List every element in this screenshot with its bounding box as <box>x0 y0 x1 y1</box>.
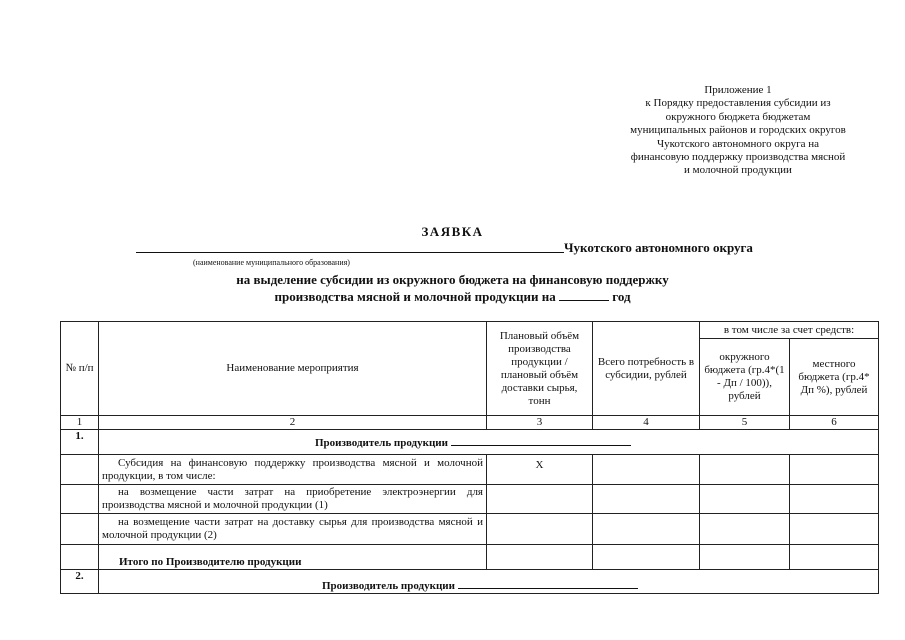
header-including: в том числе за счет средств: <box>700 322 879 339</box>
producer-name-blank <box>451 435 631 446</box>
col-number: 3 <box>487 416 593 430</box>
row-local <box>790 514 879 545</box>
purpose-line-2 <box>0 288 905 305</box>
col-number: 4 <box>593 416 700 430</box>
appendix-line: Чукотского автономного округа на <box>657 137 819 150</box>
total-local <box>790 545 879 570</box>
total-plan <box>487 545 593 570</box>
table-row <box>61 455 879 485</box>
header-district-budget: окружного бюджета (гр.4*(1 - Дп / 100)), рублей <box>700 339 790 416</box>
row-plan <box>487 485 593 514</box>
header-total: Всего потребность в субсидии, рублей <box>593 322 700 416</box>
appendix-line: окружного бюджета бюджетам <box>665 110 811 123</box>
row-total <box>593 514 700 545</box>
producer-heading <box>99 570 879 594</box>
row-total <box>593 485 700 514</box>
appendix-line: к Порядку предоставления субсидии из <box>645 97 831 110</box>
municipality-blank-line <box>136 252 564 253</box>
row-num-cell <box>61 514 99 545</box>
section-row <box>61 430 879 455</box>
section-number: 1. <box>61 430 99 455</box>
purpose-line-2-suffix: год <box>612 289 631 304</box>
row-plan: Х <box>487 455 593 485</box>
document-title: ЗАЯВКА <box>421 224 484 239</box>
row-local <box>790 455 879 485</box>
header-num: № п/п <box>61 322 99 416</box>
appendix-line: и молочной продукции <box>684 164 792 177</box>
producer-heading <box>99 430 879 455</box>
col-number: 5 <box>700 416 790 430</box>
appendix-line: Приложение 1 <box>704 84 772 96</box>
row-num-cell <box>61 455 99 485</box>
column-number-row <box>61 416 879 430</box>
total-label: Итого по Производителю продукции <box>99 545 487 570</box>
producer-name-blank <box>458 578 638 589</box>
municipality-caption: (наименование муниципального образования) <box>193 258 350 267</box>
appendix-line: финансовую поддержку производства мясной <box>630 151 846 164</box>
producer-label: Производитель продукции <box>315 436 448 449</box>
section-number: 2. <box>61 570 99 594</box>
row-name: на возмещение части затрат на доставку сырья для производства мясной и молочной продукции (2) <box>99 514 487 545</box>
section-row <box>61 570 879 594</box>
header-plan: Плановый объём производства продукции / плановый объём доставки сырья, тонн <box>487 322 593 416</box>
region-name: Чукотского автономного округа <box>564 240 753 255</box>
table-row <box>61 514 879 545</box>
year-blank <box>559 288 609 301</box>
row-local <box>790 485 879 514</box>
col-number: 2 <box>99 416 487 430</box>
col-number: 1 <box>61 416 99 430</box>
purpose-text <box>0 271 905 305</box>
purpose-line-1: на выделение субсидии из окружного бюджета на финансовую поддержку <box>236 272 669 287</box>
subsidy-table <box>60 321 879 594</box>
col-number: 6 <box>790 416 879 430</box>
row-plan <box>487 514 593 545</box>
total-district <box>700 545 790 570</box>
appendix-line: муниципальных районов и городских округов <box>630 124 846 137</box>
header-local-budget: местного бюджета (гр.4* Дп %), рублей <box>790 339 879 416</box>
producer-label: Производитель продукции <box>322 580 455 592</box>
row-name: на возмещение части затрат на приобретение электроэнергии для производства мясной и молочной продукции (1) <box>99 485 487 514</box>
total-row <box>61 545 879 570</box>
table-row <box>61 485 879 514</box>
row-district <box>700 514 790 545</box>
row-district <box>700 455 790 485</box>
row-name: Субсидия на финансовую поддержку производства мясной и молочной продукции, в том числе: <box>99 455 487 485</box>
row-num-cell <box>61 485 99 514</box>
purpose-line-2-prefix: производства мясной и молочной продукции на <box>274 289 556 304</box>
header-name: Наименование мероприятия <box>99 322 487 416</box>
row-district <box>700 485 790 514</box>
appendix-note <box>598 84 878 178</box>
total-sum <box>593 545 700 570</box>
row-num-cell <box>61 545 99 570</box>
row-total <box>593 455 700 485</box>
